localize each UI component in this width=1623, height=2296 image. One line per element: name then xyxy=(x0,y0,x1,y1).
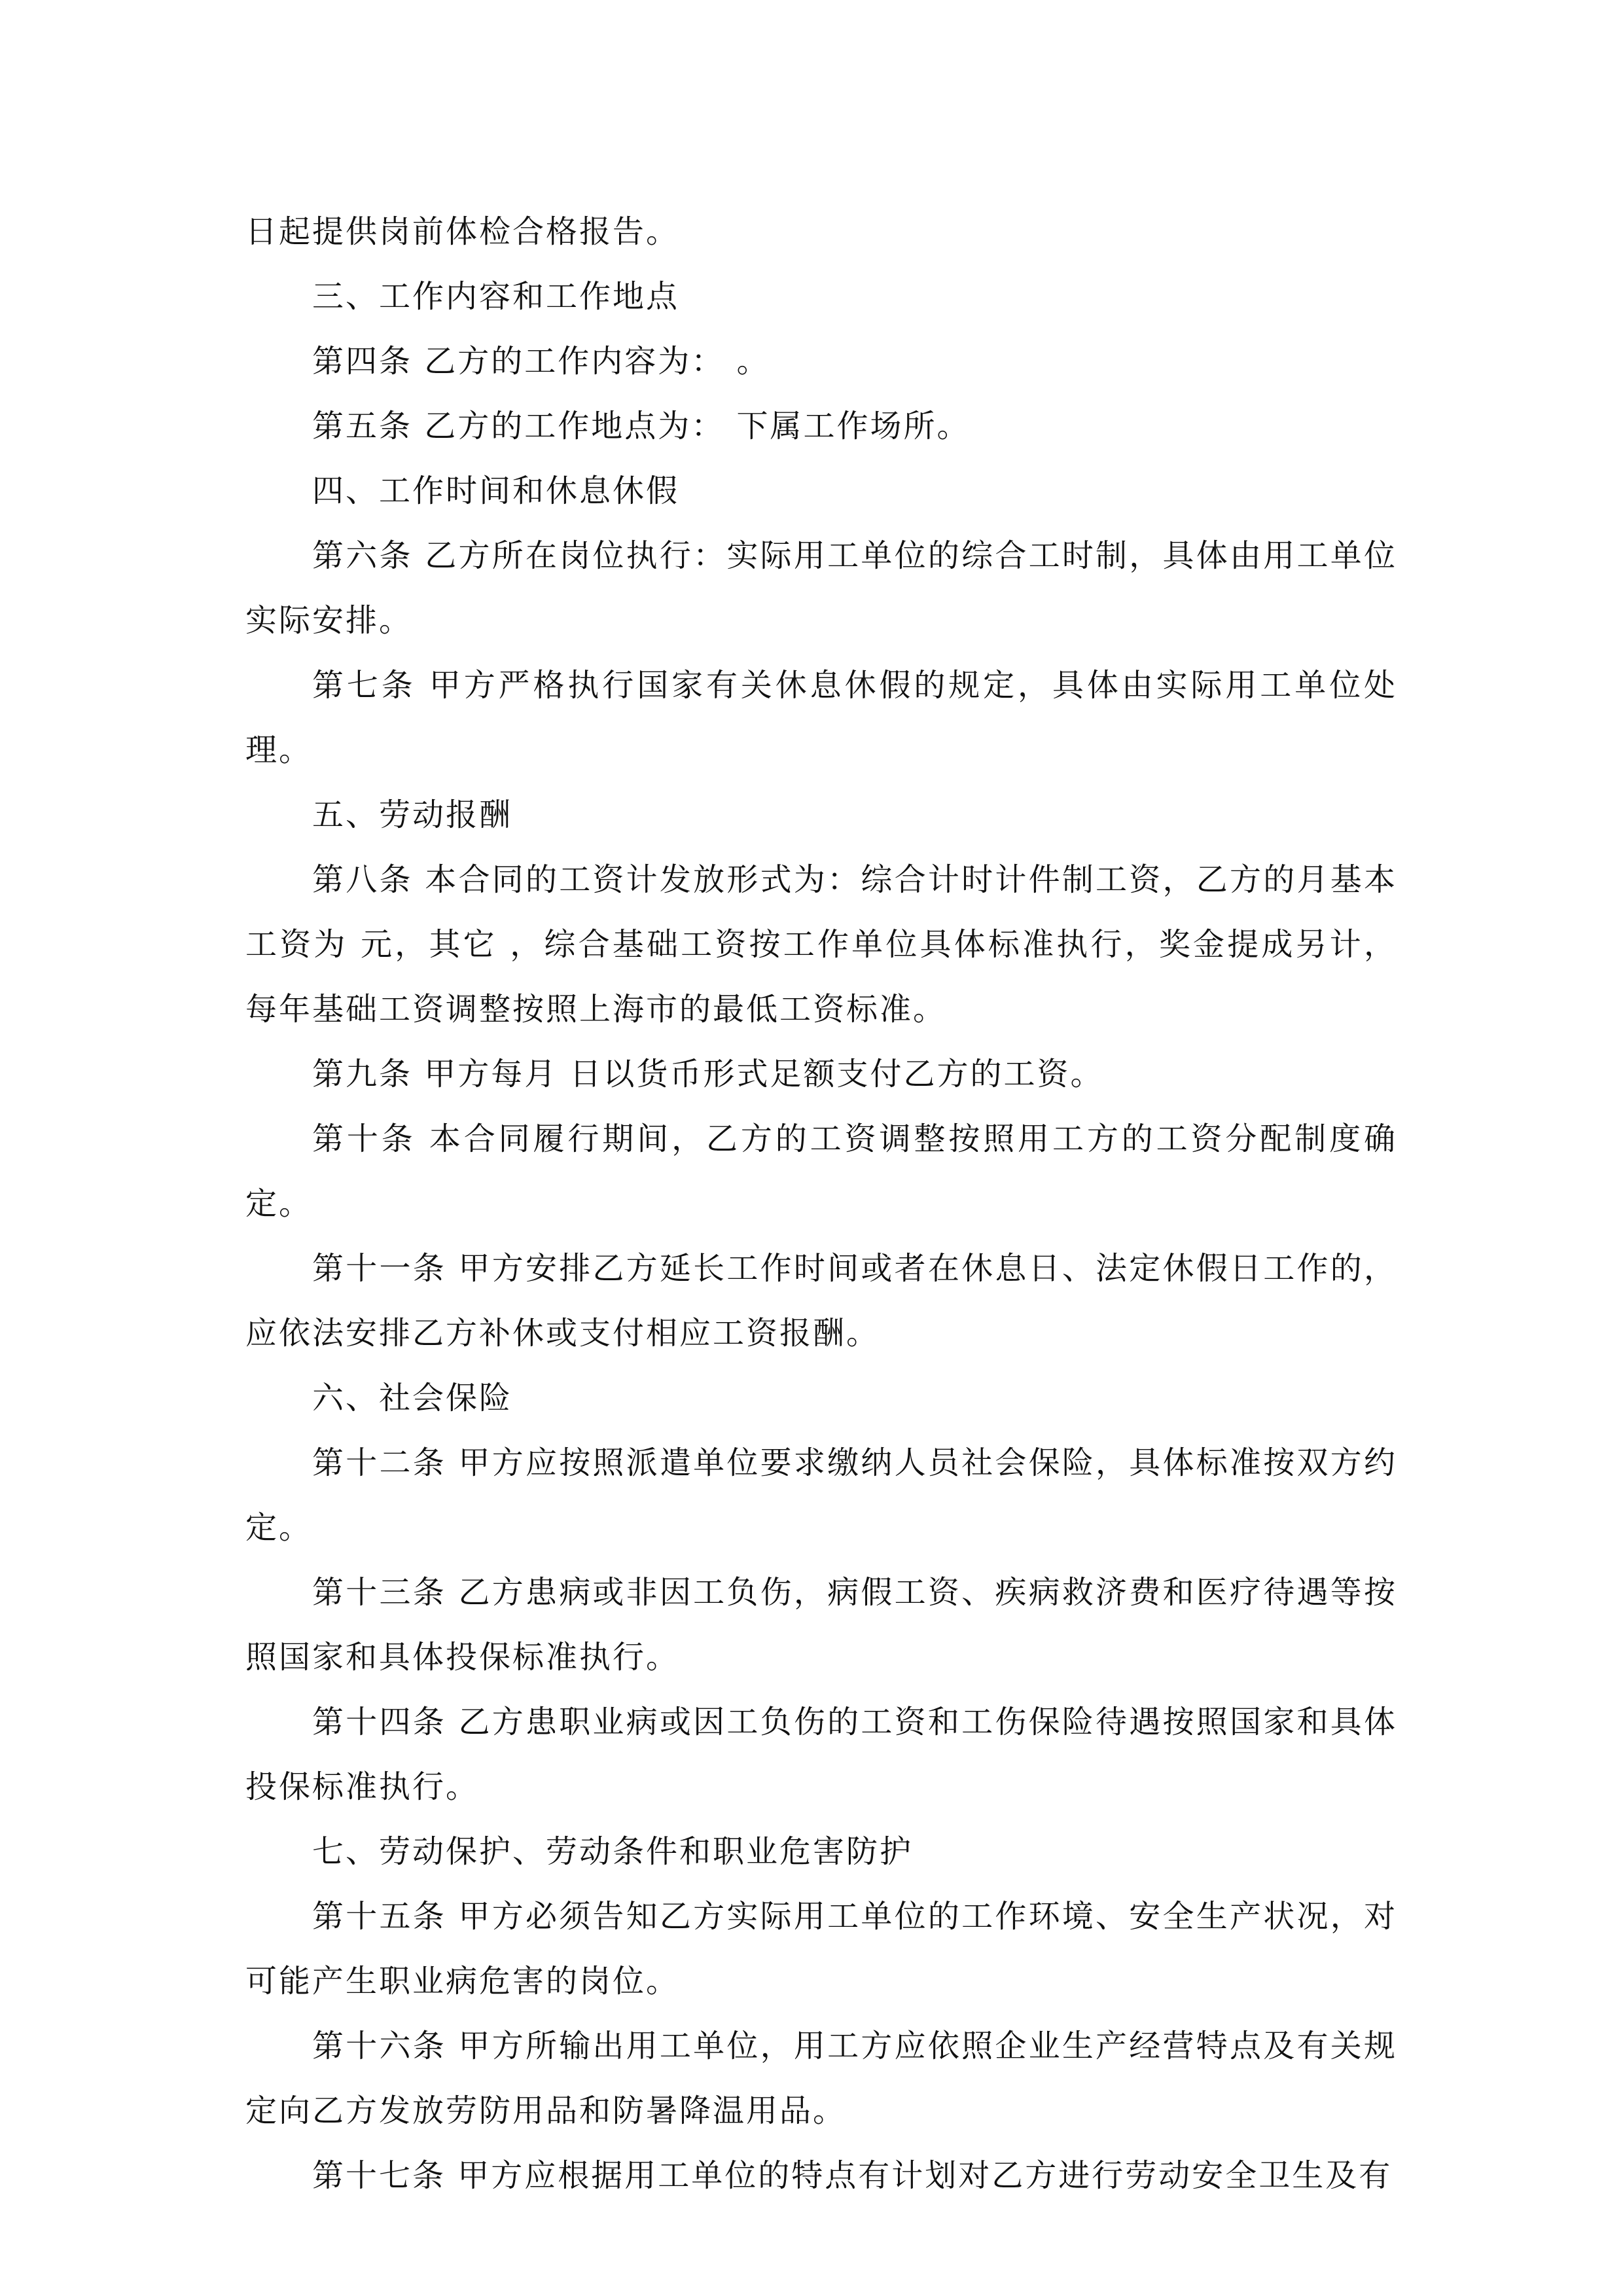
clause-8: 第八条 本合同的工资计发放形式为：综合计时计件制工资，乙方的月基本工资为 元，其它 ，综合基础工资按工作单位具体标准执行，奖金提成另计，每年基础工资调整按照上海市的最低工资标准。 xyxy=(245,861,1397,1028)
section-heading-work-hours: 四、工作时间和休息休假 xyxy=(312,473,680,509)
clause-15: 第十五条 甲方必须告知乙方实际用工单位的工作环境、安全生产状况，对可能产生职业病危害的岗位。 xyxy=(245,1898,1397,2000)
contract-body xyxy=(245,200,1397,2208)
clause-12: 第十二条 甲方应按照派遣单位要求缴纳人员社会保险，具体标准按双方约定。 xyxy=(245,1444,1397,1546)
clause-10: 第十条 本合同履行期间，乙方的工资调整按照用工方的工资分配制度确定。 xyxy=(245,1121,1397,1222)
clause-4: 第四条 乙方的工作内容为： 。 xyxy=(312,343,770,380)
section-heading-remuneration: 五、劳动报酬 xyxy=(312,797,513,833)
clause-6: 第六条 乙方所在岗位执行：实际用工单位的综合工时制，具体由用工单位实际安排。 xyxy=(245,537,1397,639)
section-heading-labor-protection: 七、劳动保护、劳动条件和职业危害防护 xyxy=(312,1833,914,1870)
section-heading-social-insurance: 六、社会保险 xyxy=(312,1380,513,1416)
paragraph-continuation: 日起提供岗前体检合格报告。 xyxy=(245,213,680,250)
clause-17: 第十七条 甲方应根据用工单位的特点有计划对乙方进行劳动安全卫生及有 xyxy=(312,2157,1393,2194)
clause-13: 第十三条 乙方患病或非因工负伤，病假工资、疾病救济费和医疗待遇等按照国家和具体投保标准执行。 xyxy=(245,1574,1397,1676)
clause-11: 第十一条 甲方安排乙方延长工作时间或者在休息日、法定休假日工作的，应依法安排乙方补休或支付相应工资报酬。 xyxy=(245,1250,1397,1352)
clause-14: 第十四条 乙方患职业病或因工负伤的工资和工伤保险待遇按照国家和具体投保标准执行。 xyxy=(245,1704,1397,1805)
clause-9: 第九条 甲方每月 日以货币形式足额支付乙方的工资。 xyxy=(312,1056,1104,1092)
clause-5: 第五条 乙方的工作地点为： 下属工作场所。 xyxy=(312,408,971,444)
clause-7: 第七条 甲方严格执行国家有关休息休假的规定，具体由实际用工单位处理。 xyxy=(245,667,1397,768)
clause-16: 第十六条 甲方所输出用工单位，用工方应依照企业生产经营特点及有关规定向乙方发放劳防用品和防暑降温用品。 xyxy=(245,2028,1397,2129)
section-heading-work-content: 三、工作内容和工作地点 xyxy=(312,278,680,315)
